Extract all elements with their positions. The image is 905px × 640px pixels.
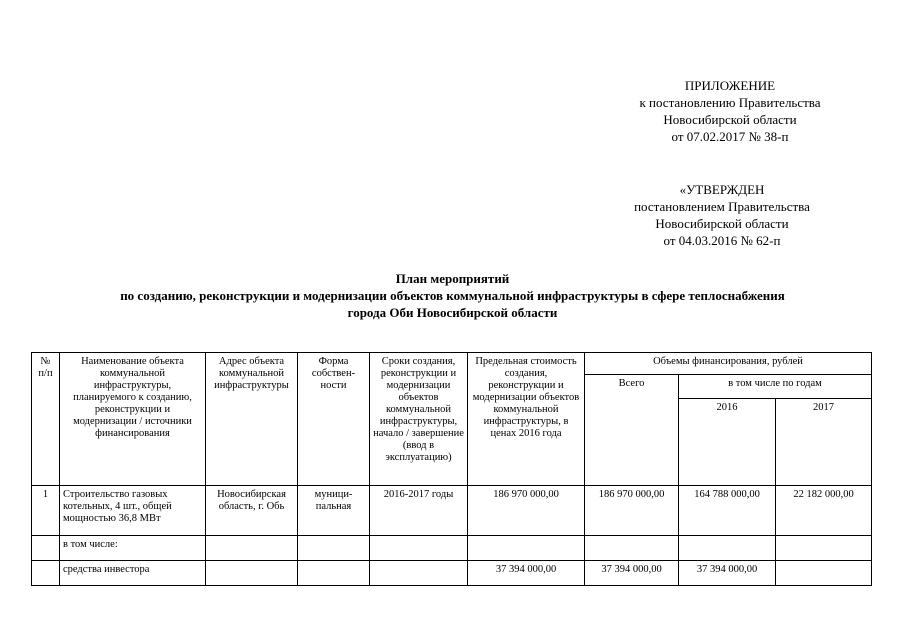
appendix-line-3: Новосибирской области [663, 112, 797, 127]
appendix-line-2: к постановлению Правительства [639, 95, 821, 110]
header-year-2016: 2016 [679, 399, 776, 486]
appendix-line-1: ПРИЛОЖЕНИЕ [684, 78, 776, 93]
table-body [32, 486, 872, 586]
cell-terms [370, 561, 468, 586]
table-row [32, 486, 872, 536]
header-total: Всего [585, 375, 679, 486]
document-title [40, 270, 865, 321]
cell-cost: 37 394 000,00 [468, 561, 585, 586]
cell-year-2017 [776, 536, 872, 561]
cell-year-2017 [776, 561, 872, 586]
approved-header [552, 181, 892, 249]
cell-num [32, 536, 60, 561]
cell-name: средства инвестора [60, 561, 206, 586]
cell-name: в том числе: [60, 536, 206, 561]
header-year-2017: 2017 [776, 399, 872, 486]
header-address: Адрес объекта коммунальной инфраструктуры [206, 353, 298, 486]
cell-year-2016 [679, 536, 776, 561]
header-name: Наименование объекта коммунальной инфраструктуры, планируемого к созданию, реконструкции и модернизации / источники финансирования [60, 353, 206, 486]
title-line-2: по созданию, реконструкции и модернизации объектов коммунальной инфраструктуры в сфере теплоснабжения [120, 288, 785, 303]
title-line-1: План мероприятий [395, 271, 510, 286]
cell-ownership: муници-пальная [298, 486, 370, 536]
approved-line-1: «УТВЕРЖДЕН [679, 182, 765, 197]
approved-line-2: постановлением Правительства [634, 199, 810, 214]
cell-ownership [298, 561, 370, 586]
header-financing: Объемы финансирования, рублей [585, 353, 872, 375]
header-cost: Предельная стоимость создания, реконструкции и модернизации объектов коммунальной инфраструктуры, в ценах 2016 года [468, 353, 585, 486]
cell-year-2017: 22 182 000,00 [776, 486, 872, 536]
approved-line-4: от 04.03.2016 № 62-п [663, 233, 781, 248]
appendix-line-4: от 07.02.2017 № 38-п [671, 129, 789, 144]
cell-year-2016: 37 394 000,00 [679, 561, 776, 586]
cell-terms [370, 536, 468, 561]
cell-num [32, 561, 60, 586]
appendix-header [560, 77, 900, 145]
cell-ownership [298, 536, 370, 561]
header-ownership: Форма собствен-ности [298, 353, 370, 486]
cell-total: 37 394 000,00 [585, 561, 679, 586]
cell-year-2016: 164 788 000,00 [679, 486, 776, 536]
cell-terms: 2016-2017 годы [370, 486, 468, 536]
header-terms: Сроки создания, реконструкции и модернизации объектов коммунальной инфраструктуры, начало / завершение (ввод в эксплуатацию) [370, 353, 468, 486]
table-header [32, 353, 872, 486]
cell-num: 1 [32, 486, 60, 536]
table-row [32, 561, 872, 586]
cell-address [206, 561, 298, 586]
cell-total: 186 970 000,00 [585, 486, 679, 536]
cell-name: Строительство газовых котельных, 4 шт., общей мощностью 36,8 МВт [60, 486, 206, 536]
header-num: № п/п [32, 353, 60, 486]
plan-table [31, 352, 872, 586]
cell-total [585, 536, 679, 561]
cell-address: Новосибирская область, г. Обь [206, 486, 298, 536]
approved-line-3: Новосибирской области [655, 216, 789, 231]
title-line-3: города Оби Новосибирской области [347, 305, 558, 320]
table-row [32, 536, 872, 561]
cell-address [206, 536, 298, 561]
header-by-years: в том числе по годам [679, 375, 872, 399]
cell-cost: 186 970 000,00 [468, 486, 585, 536]
cell-cost [468, 536, 585, 561]
